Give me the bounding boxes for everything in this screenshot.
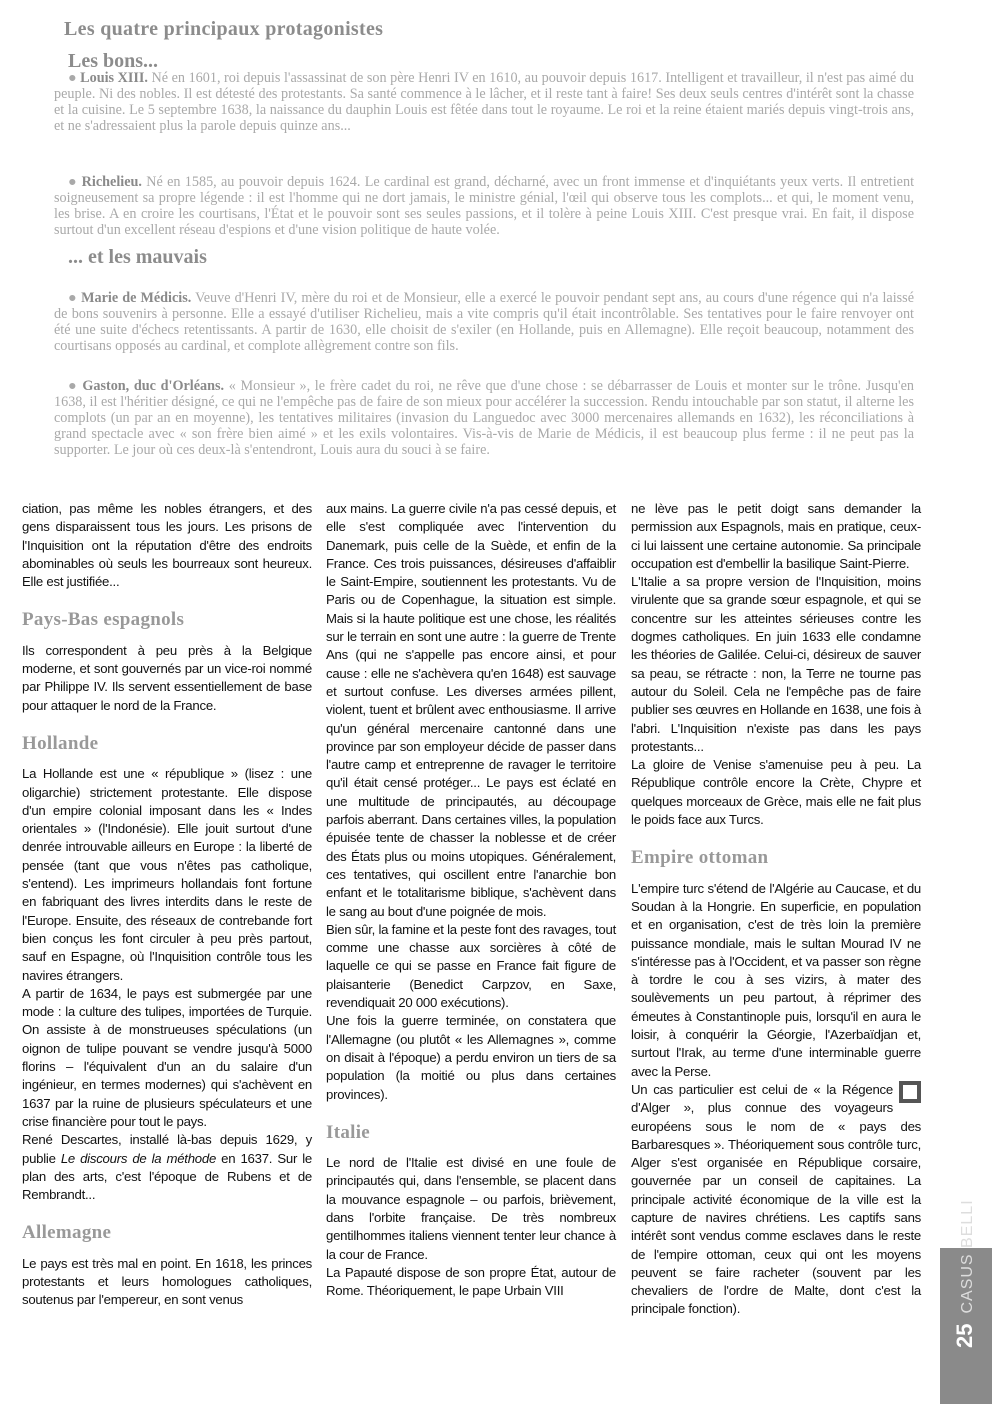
entry-text: « Monsieur », le frère cadet du roi, ne rêve que d'une chose : se débarrasser de Louis et monter sur le trône. Jusqu'en 1638, il est l'héritier désigné, ce qui ne l'empêche pas de faire de son mieux pour accélérer la succession. Rendu intouchable par son statut, il alterne les complots (un par an en moyenne), les tentatives militaires (invasion du Languedoc avec 3000 mercenaires allemands en 1632), les réconciliations à grand spectacle avec « son frère bien aimé » et les exils volontaires. Vis-à-vis de Marie de Médicis, il est beaucoup plus ferme : il ne peut pas la supporter. Le jour où ces deux-là s'entendront, Louis aura du souci à se faire. [54,378,914,458]
page-tab-label [952,1199,978,1348]
sidebar-entry-marie: ● Marie de Médicis. Veuve d'Henri IV, mère du roi et de Monsieur, elle a exercé le pouvoir pendant sept ans, au cours d'une régence qui n'a laissé de bons souvenirs à personne. Elle a essayé d'utiliser Richelieu, mais a vite compris qu'il était incontrôlable. Ses tentatives pour le faire renvoyer ont été une suite d'échecs retentissants. A partir de 1630, elle choisit de s'exiler (en Hollande, puis en Allemagne). Elle reçoit beaucoup, notamment des courtisans opposés au cardinal, et complote allègrement contre son fils. [54,290,914,354]
text: René Descartes, installé là-bas depuis 1629, y publie [22,1132,312,1166]
paragraph: Bien sûr, la famine et la peste font des ravages, tout comme une chasse aux sorcières à côté de laquelle ce qui se passe en France fait figure de plaisanterie (Benedict Carpzov, en Saxe, revendiquait 20 000 exécutions). [326,921,616,1011]
paragraph: La gloire de Venise s'amenuise peu à peu. La République contrôle encore la Crète, Chypre et quelques morceaux de Grèce, mais elle ne fait plus le poids face aux Turcs. [631,757,921,828]
entry-name: Gaston, duc d'Orléans. [82,378,225,394]
section-heading-hollande: Hollande [22,732,99,754]
protagonists-sidebar [50,14,920,484]
sidebar-entry-louis: ● Louis XIII. Né en 1601, roi depuis l'assassinat de son père Henri IV en 1610, au pouvoir depuis 1617. Intelligent et travailleur, il n'est pas aimé du peuple. Ni des nobles. Il est détesté des protestants. Sa santé commence à le lâcher, et il reste tant à faire! Ses deux seuls centres d'intérêt sont la chasse et la cuisine. Le 5 septembre 1638, la naissance du dauphin Louis est fêtée dans tout le royaume. Le roi et la reine étaient mariés depuis vingt-trois ans, et ne s'adressaient plus la parole depuis quinze ans... [54,70,915,134]
sidebar-entry-richelieu: ● Richelieu. Né en 1585, au pouvoir depuis 1624. Le cardinal est grand, décharné, avec un front immense et d'inquiétants yeux verts. Il entretient soigneusement sa propre légende : il est l'homme qui ne dort jamais, le ministre génial, l'œil qui observe tous les complots... et qui, le moment venu, les brise. A en croire les courtisans, l'État et le pouvoir sont ses seules passions, et il tolère à peine Louis XIII. C'est presque vrai. En fait, il dispose surtout d'un excellent réseau d'espions et d'une vision politique de haute volée. [54,174,915,238]
book-title: Le discours de la méthode [60,1150,217,1166]
entry-name: Louis XIII. [80,70,148,86]
paragraph: La Papauté dispose de son propre État, autour de Rome. Théoriquement, le pape Urbain VIII [326,1264,616,1299]
paragraph [631,1081,921,1319]
paragraph: L'empire turc s'étend de l'Algérie au Caucase, et du Soudan à la Hongrie. En superficie, en population et en organisation, c'est de très loin la première puissance mondiale, mais le sultan Mourad IV ne s'intéresse pas à l'Occident, et va passer son règne à tordre le cou à ses vizirs, à mater des soulèvements un peu partout, à réprimer des émeutes à Constantinople puis, lorsqu'il en aura le loisir, à conquérir la Géorgie, l'Azerbaïdjan et, surtout l'Irak, au terme d'une interminable guerre avec la Perse. [631,880,921,1079]
entry-text: Né en 1601, roi depuis l'assassinat de son père Henri IV en 1610, au pouvoir depuis 1617. Intelligent et travailleur, il n'est pas aimé du peuple. Ni des nobles. Il est détesté des protestants. Sa santé commence à le lâcher, et il reste tant à faire! Ses deux seuls centres d'intérêt sont la chasse et la cuisine. Le 5 septembre 1638, la naissance du dauphin Louis est fêtée dans tout le royaume. Le roi et la reine étaient mariés depuis vingt-trois ans, et ne s'adressaient plus la parole depuis quinze ans... [54,70,915,134]
paragraph: Le nord de l'Italie est divisé en une foule de principautés qui, dans l'ensemble, se placent dans la mouvance espagnole – ou parfois, brièvement, dans l'orbite française. De très nombreux gentilhommes italiens viennent tenter leur chance à la cour de France. [326,1155,616,1262]
sidebar-entry-gaston: ● Gaston, duc d'Orléans. « Monsieur », le frère cadet du roi, ne rêve que d'une chose : se débarrasser de Louis et monter sur le trône. Jusqu'en 1638, il est l'héritier désigné, ce qui ne l'empêche pas de faire de son mieux pour accélérer la succession. Rendu intouchable par son statut, il alterne les complots (un par an en moyenne), les tentatives militaires (invasion du Languedoc avec 3000 mercenaires allemands en 1632), les réconciliations à grand spectacle avec « son frère bien aimé » et les exils volontaires. Vis-à-vis de Marie de Médicis, il est beaucoup plus ferme : il ne peut pas la supporter. Le jour où ces deux-là s'entendront, Louis aura du souci à se faire. [54,378,914,458]
column-2 [326,500,616,1300]
paragraph: A partir de 1634, le pays est submergée par une mode : la culture des tulipes, importées de Turquie. On assiste à de monstrueuses spéculations (un oignon de tulipe pouvant se vendre jusqu'à 5000 florins – l'équivalent d'un an du salaire d'un ingénieur, en termes modernes) qui s'achèvent en 1637 par la ruine de plusieurs spéculateurs et une crise financière pour tout le pays. [22,985,312,1129]
page-number: 25 [952,1323,977,1348]
section-heading-allemagne: Allemagne [22,1222,112,1244]
section-heading-italie: Italie [326,1121,371,1143]
magazine-name: CASUS BELLI [959,1199,976,1314]
paragraph: Le pays est très mal en point. En 1618, les princes protestants et leurs homologues catholiques, soutenus par l'empereur, en sont venus [22,1255,312,1308]
section-heading-ottoman: Empire ottoman [631,847,769,869]
paragraph: aux mains. La guerre civile n'a pas cessé depuis, et elle s'est compliquée avec l'intervention du Danemark, puis celle de la Suède, et enfin de la France. Ces trois puissances, désireuses d'affaiblir le Saint-Empire, soutiennent les protestants. Vu de Paris ou de Copenhague, la situation est simple. Mais si la haute politique est une chose, les réalités sur le terrain en sont une autre : la guerre de Trente Ans (qui ne s'appelle pas encore ainsi, et pour cause : elle ne s'achèvera qu'en 1648) est sauvage et surtout confuse. Les diverses armées pillent, violent, tuent et brûlent avec enthousiasme. Il arrive qu'un général mercenaire cantonné dans une province par son employeur décide de passer dans l'autre camp et entreprenne de ravager le territoire qu'il était censé protéger... Le pays est éclaté en une multitude de principautés, au découpage parfois aberrant. Dans certaines villes, la population épuisée tente de chasser la noblesse et de créer des États plus ou moins utopiques. Généralement, ces tentatives, qui oscillent entre l'anarchie bon enfant et le totalitarisme biblique, s'achèvent dans le sang au bout d'une poignée de mois. [326,501,616,919]
page-tab [940,1199,992,1404]
paragraph: ciation, pas même les nobles étrangers, et des gens disparaissent tous les jours. Les prisons de l'Inquisition ont la réputation d'être des endroits abominables où seuls les bourreaux sont heureux. Elle est justifiée... [22,501,312,590]
paragraph: La Hollande est une « république » (lisez : une oligarchie) strictement protestante. Elle dispose d'un empire colonial imposant dans les « Indes orientales » (l'Indonésie). Elle jouit surtout d'une denrée introuvable ailleurs en Europe : la liberté de pensée (tant que vous n'êtes pas catholique, s'entend). Les imprimeurs hollandais font fortune en fabriquant des livres interdits dans le reste de l'Europe. Ensuite, des réseaux de contrebande fort bien conçus les font circuler à peu près partout, sauf en Espagne, où l'Inquisition contrôle tous les navires étrangers. [22,766,312,983]
entry-text: Veuve d'Henri IV, mère du roi et de Monsieur, elle a exercé le pouvoir pendant sept ans, au cours d'une régence qui n'a laissé de bons souvenirs à personne. Elle a essayé d'utiliser Richelieu, mais a vite compris qu'il était incontrôlable. Ses tentatives pour le faire renvoyer ont été une suite d'échecs retentissants. A partir de 1630, elle choisit de s'exiler (en Hollande, puis en Allemagne). Elle reçoit beaucoup, notamment des courtisans opposés au cardinal, et complote allègrement contre son fils. [54,290,914,354]
text: en 1637. Sur le plan des arts, c'est l'époque de Rubens et de Rembrandt... [22,1150,312,1203]
entry-name: Richelieu. [81,174,142,190]
column-1 [22,500,312,1310]
paragraph: Une fois la guerre terminée, on constatera que l'Allemagne (ou plutôt « les Allemagnes », comme on disait à l'époque) a perdu environ un tiers de sa population (la moitié ou plus dans certaines provinces). [326,1013,616,1102]
paragraph: ne lève pas le petit doigt sans demander la permission aux Espagnols, mais en pratique, ceux-ci lui laissent une certaine autonomie. Sa principale occupation est d'embellir la basilique Saint-Pierre. [631,501,921,571]
sidebar-bad-heading: ... et les mauvais [68,246,207,268]
column-3 [631,500,921,1319]
entry-name: Marie de Médicis. [81,290,192,306]
paragraph: L'Italie a sa propre version de l'Inquisition, moins virulente que sa grande sœur espagnole, et qui se concentre sur les atteintes sérieuses contre les dogmes catholiques. En juin 1633 elle condamne les théories de Galilée. Celui-ci, désireux de sauver sa peau, se rétracte : non, la Terre ne tourne pas autour du Soleil. Cela ne l'empêche pas de faire publier ses œuvres en Hollande en 1638, une fois à l'abri. L'Inquisition n'existe pas dans les pays protestants... [631,574,921,754]
paragraph [22,1131,312,1204]
sidebar-good-heading: Les bons... [68,50,159,72]
section-heading-pays-bas: Pays-Bas espagnols [22,609,185,631]
entry-text: Né en 1585, au pouvoir depuis 1624. Le cardinal est grand, décharné, avec un front immense et d'inquiétants yeux verts. Il entretient soigneusement sa propre légende : il est l'homme qui ne dort jamais, le ministre génial, l'œil qui observe tous les complots... et qui, le moment venu, les brise. A en croire les courtisans, l'État et le pouvoir sont ses seules passions, et il tolère à peine Louis XIII. C'est presque vrai. En fait, il dispose surtout d'un excellent réseau d'espions et d'une vision politique de haute volée. [54,174,915,238]
text: Un cas particulier est celui de « la Régence d'Alger », plus connue des voyageurs européens sous le nom de « pays des Barbaresques ». Théoriquement sous contrôle turc, Alger s'est organisée en République corsaire, gouvernée par un conseil de capitaines. La principale activité économique de la ville est la capture de navires chrétiens. Les captifs sans intérêt sont vendus comme esclaves dans le reste de l'empire ottoman, ceux qui ont les moyens peuvent se faire racheter (souvent par les chevaliers de l'ordre de Malte, dont c'est la principale fonction). [631,1081,921,1317]
end-of-article-icon [899,1081,921,1103]
sidebar-title: Les quatre principaux protagonistes [64,18,384,40]
paragraph: Ils correspondent à peu près à la Belgique moderne, et sont gouvernés par un vice-roi nommé par Philippe IV. Ils servent essentiellement de base pour attaquer le nord de la France. [22,642,312,713]
